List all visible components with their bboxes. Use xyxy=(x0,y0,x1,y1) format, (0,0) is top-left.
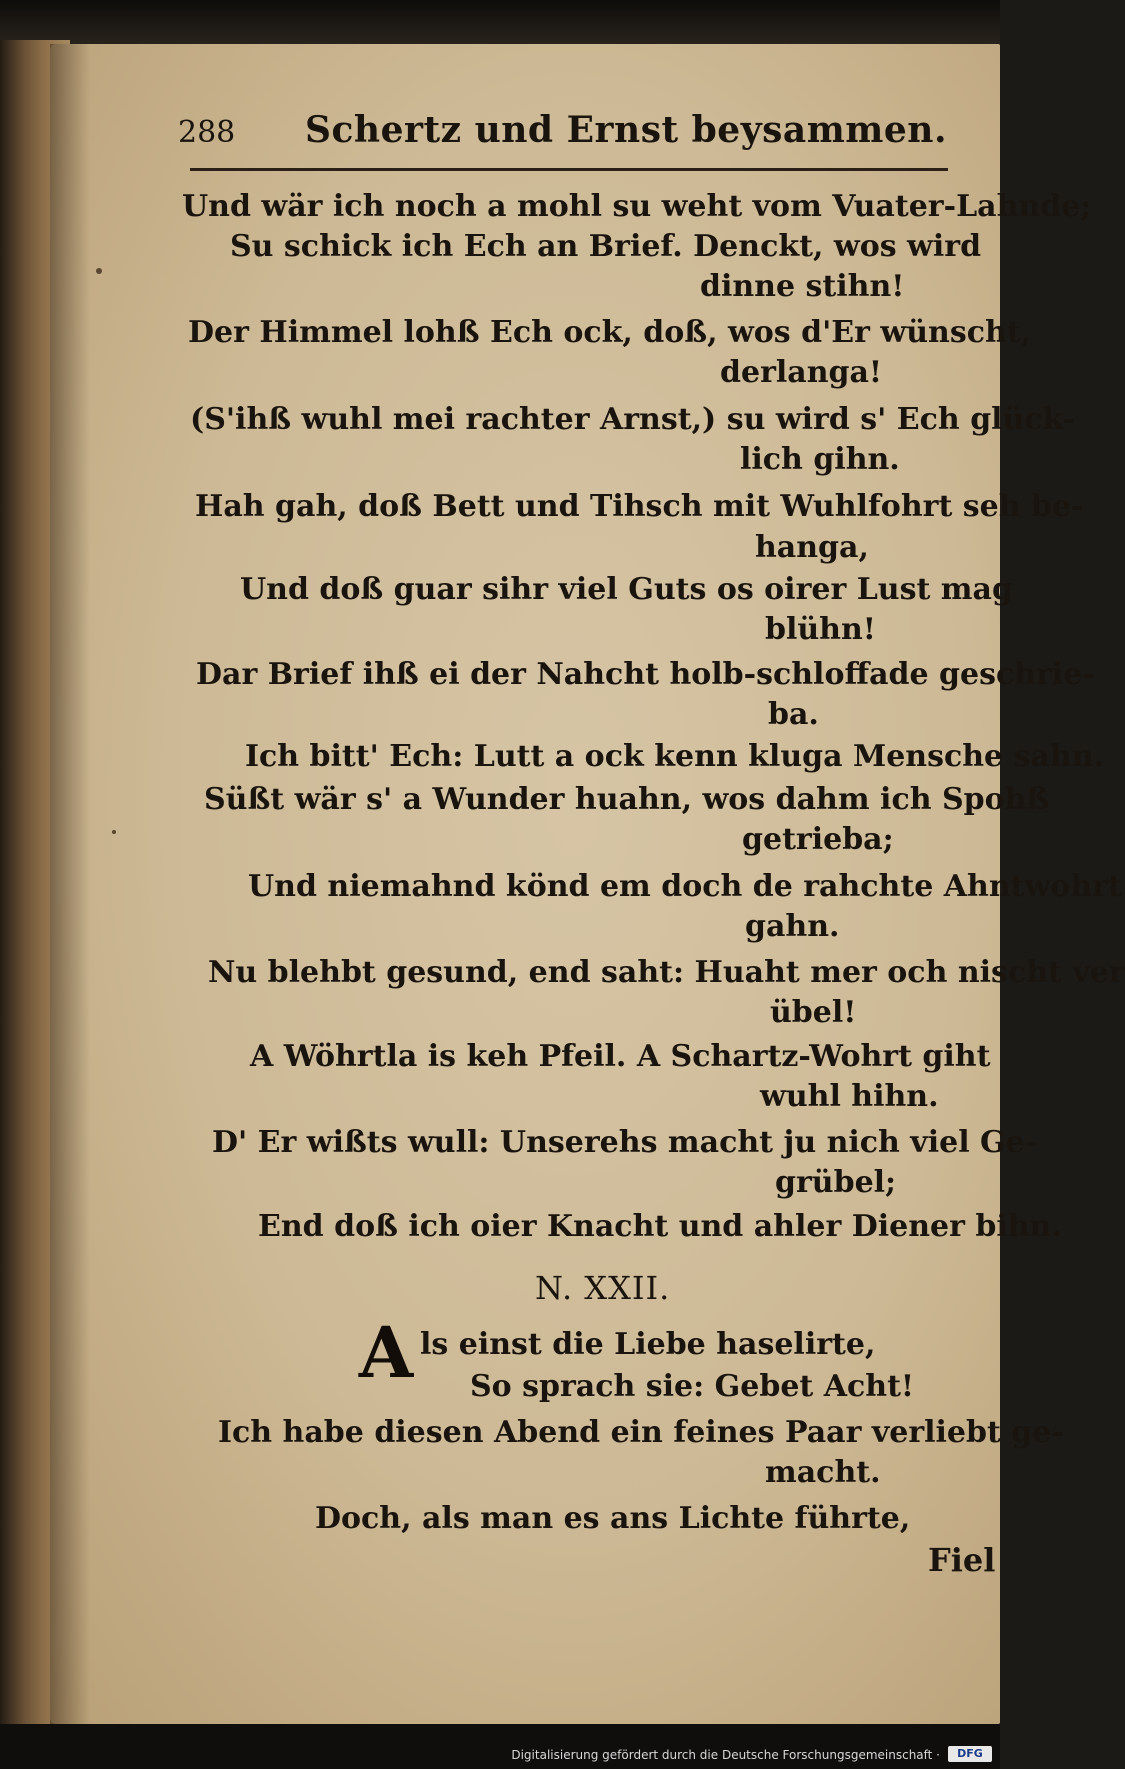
poem-line: Und niemahnd könd em doch de rahchte Ahntwohrt xyxy=(248,869,1122,904)
poem-line: ls einst die Liebe haselirte, xyxy=(420,1327,876,1362)
poem-line: (S'ihß wuhl mei rachter Arnst,) su wird s' Ech glück- xyxy=(190,402,1075,437)
poem-line: Und wär ich noch a mohl su weht vom Vuater-Lahnde; xyxy=(182,189,1092,224)
poem-line: blühn! xyxy=(765,612,876,647)
digitization-credit: Digitalisierung gefördert durch die Deutsche Forschungsgemeinschaft · xyxy=(511,1748,940,1762)
poem-line: A Wöhrtla is keh Pfeil. A Schartz-Wohrt giht xyxy=(250,1039,991,1074)
header-rule xyxy=(190,168,948,171)
poem-line: wuhl hihn. xyxy=(760,1079,939,1114)
poem-line: Ich habe diesen Abend ein feines Paar verliebt ge- xyxy=(218,1415,1064,1450)
poem-line: gahn. xyxy=(745,909,840,944)
poem-line: So sprach sie: Gebet Acht! xyxy=(470,1369,915,1404)
poem-line: derlanga! xyxy=(720,355,883,390)
page-number: 288 xyxy=(178,115,236,150)
poem-line: Der Himmel lohß Ech ock, doß, wos d'Er wünscht, xyxy=(188,315,1032,350)
poem-line: übel! xyxy=(770,995,857,1030)
poem-line: Hah gah, doß Bett und Tihsch mit Wuhlfohrt seh be- xyxy=(195,489,1084,524)
poem-line: Doch, als man es ans Lichte führte, xyxy=(315,1501,911,1536)
poem-line: macht. xyxy=(765,1455,881,1490)
drop-capital: A xyxy=(358,1311,414,1394)
running-head: Schertz und Ernst beysammen. xyxy=(305,109,948,151)
poem-line: getrieba; xyxy=(742,822,894,857)
poem-line: End doß ich oier Knacht und ahler Diener bihn. xyxy=(258,1209,1062,1244)
poem-line: Und doß guar sihr viel Guts os oirer Lust mag xyxy=(240,572,1013,607)
dfg-logo: DFG xyxy=(948,1746,992,1762)
poem-line: hanga, xyxy=(755,530,869,565)
catchword: Fiel xyxy=(928,1541,996,1579)
poem-line: Nu blehbt gesund, end saht: Huaht mer och nischt ver xyxy=(208,955,1125,990)
poem-line: Süßt wär s' a Wunder huahn, wos dahm ich Spohß xyxy=(204,782,1050,817)
poem-line: lich gihn. xyxy=(740,442,900,477)
poem-line: Ich bitt' Ech: Lutt a ock kenn kluga Mensche sahn. xyxy=(245,739,1104,774)
poem-line: Dar Brief ihß ei der Nahcht holb-schloffade geschrie- xyxy=(196,657,1095,692)
poem-line: dinne stihn! xyxy=(700,269,905,304)
section-heading: N. XXII. xyxy=(535,1269,671,1307)
ink-speck xyxy=(96,268,102,274)
poem-line: ba. xyxy=(768,697,819,732)
scan-bottom-border xyxy=(0,1724,1000,1769)
poem-line: Su schick ich Ech an Brief. Denckt, wos wird xyxy=(230,229,982,264)
poem-line: D' Er wißts wull: Unserehs macht ju nich viel Ge- xyxy=(212,1125,1038,1160)
gutter-shadow xyxy=(50,44,90,1724)
scan-top-border xyxy=(0,0,1000,48)
ink-speck xyxy=(112,830,116,834)
poem-line: grübel; xyxy=(775,1165,897,1200)
